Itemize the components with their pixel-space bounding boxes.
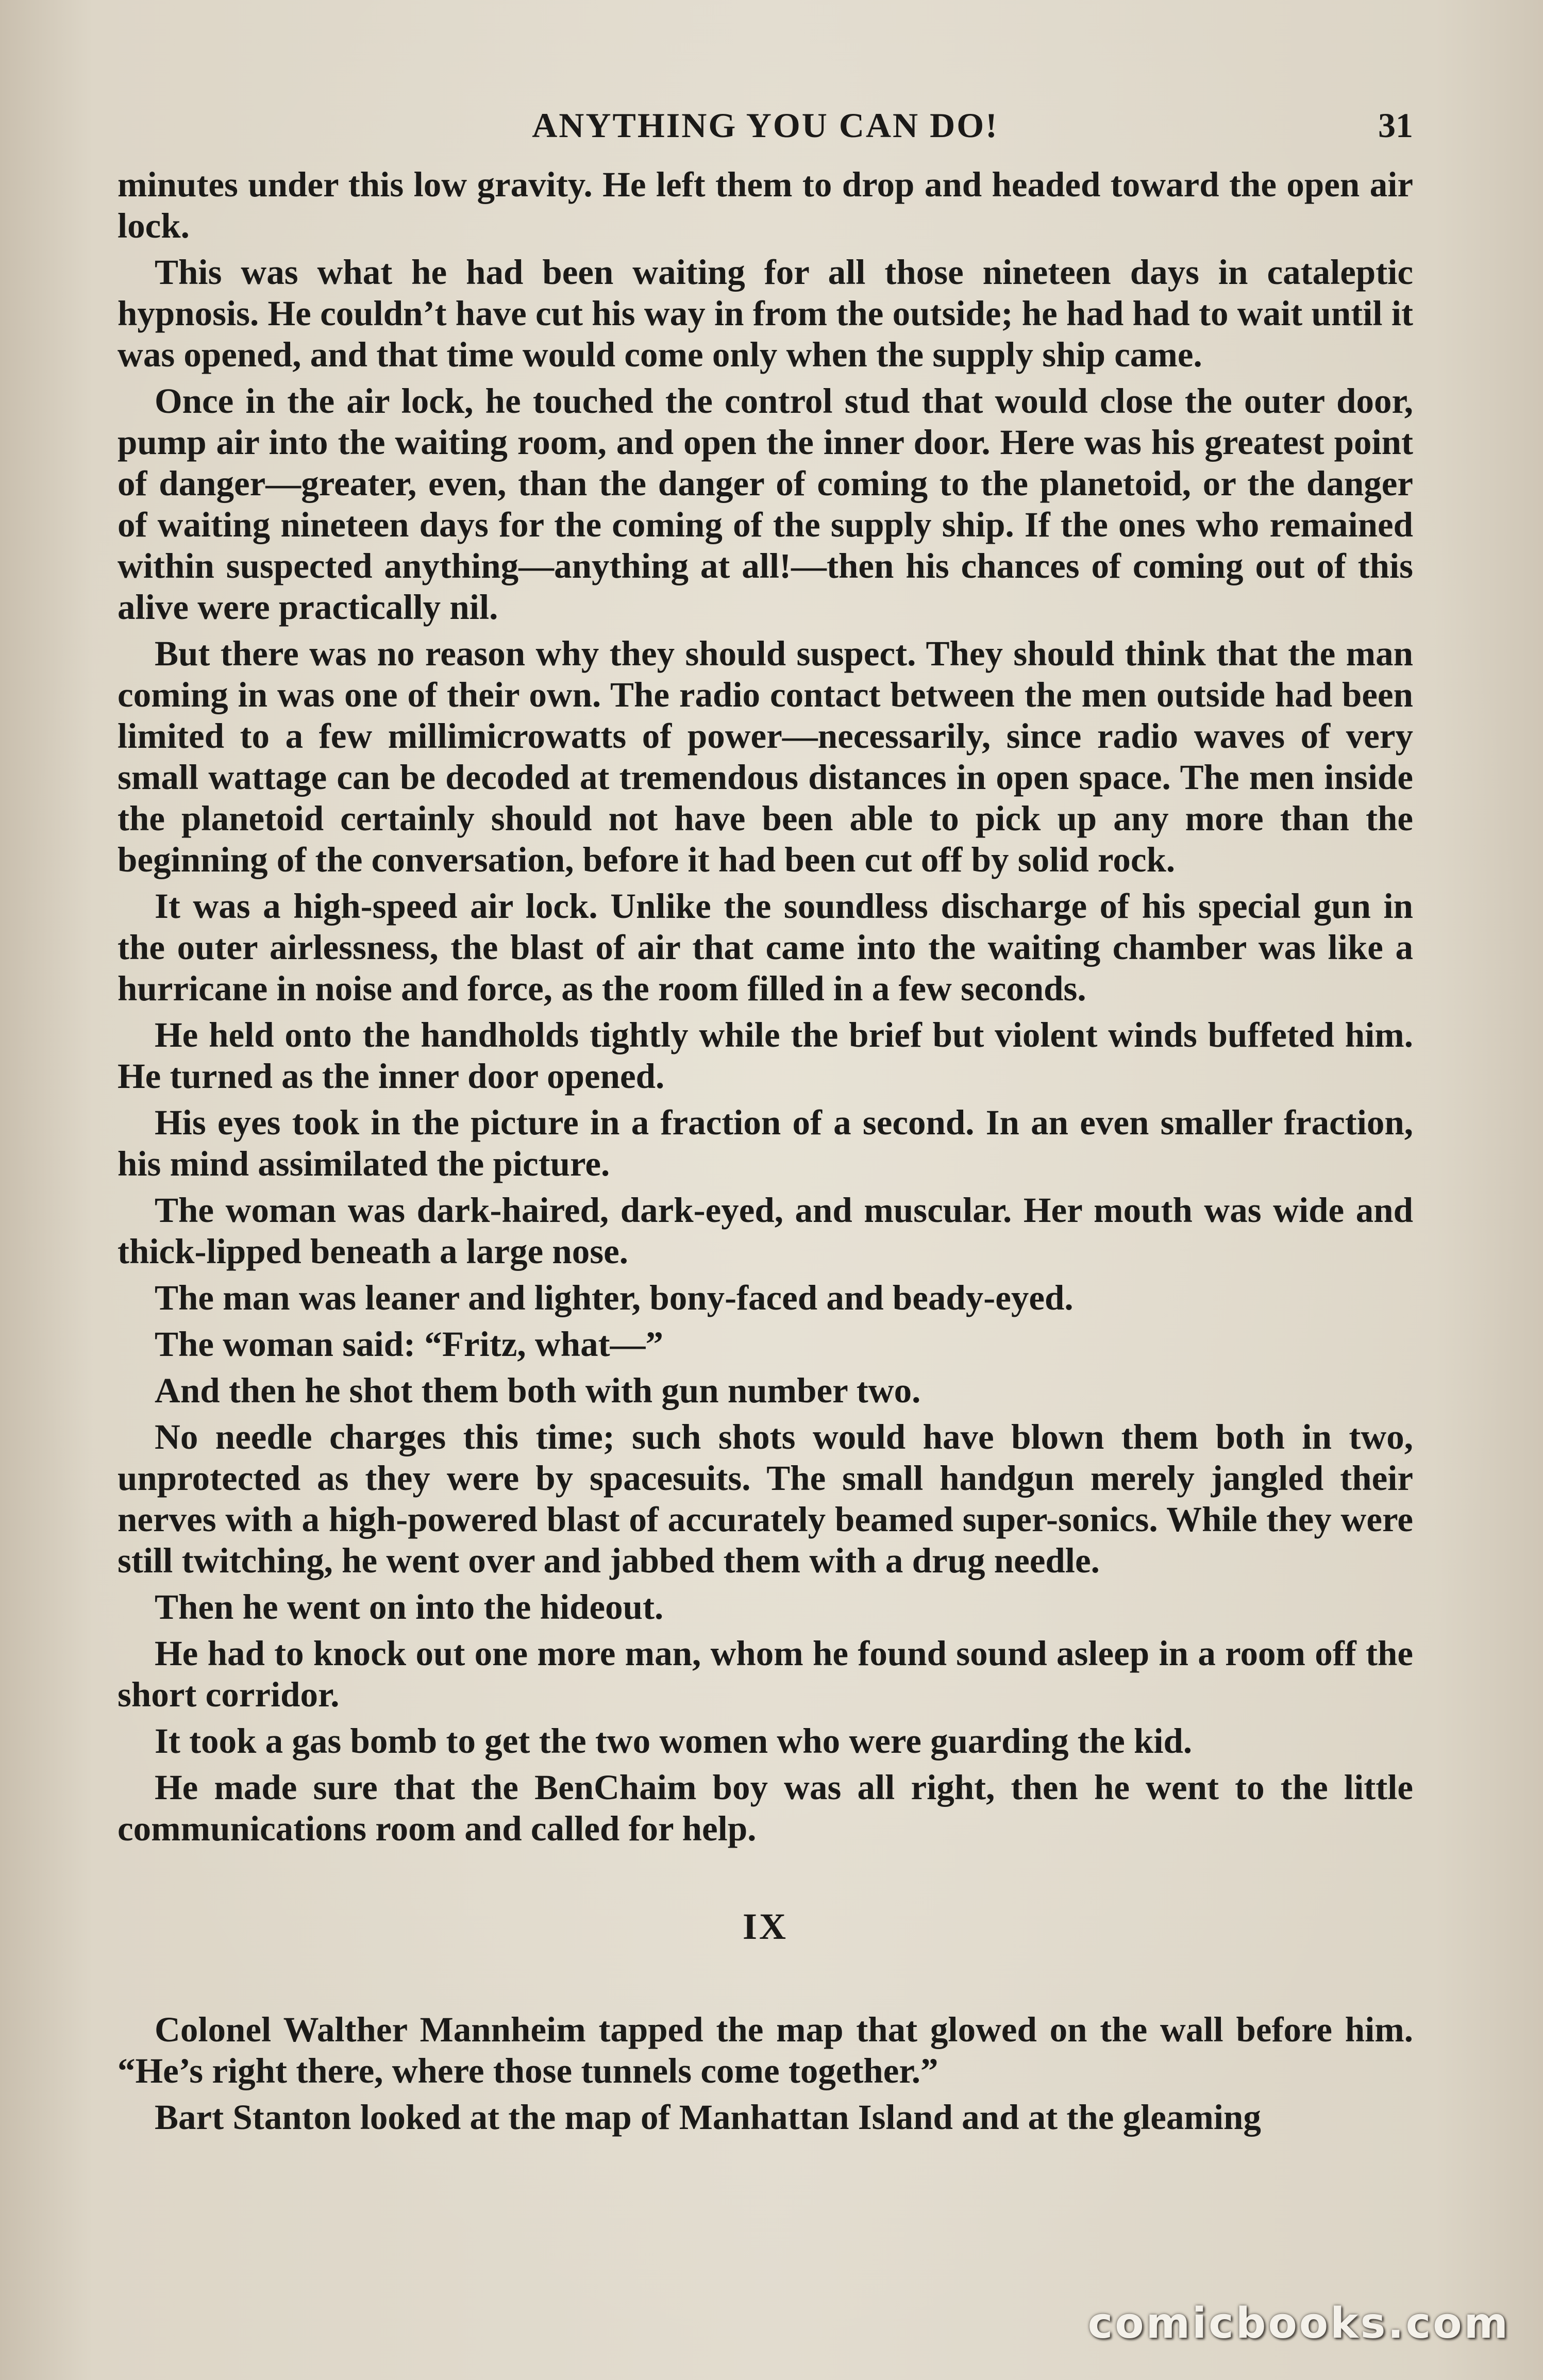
- paragraph: This was what he had been waiting for all those nineteen days in cataleptic hypnosis. He couldn’t have cut his way in from the outside; he had had to wait until it was opened, and that time would come only when the supply ship came.: [118, 253, 1413, 374]
- paragraph: The woman was dark-haired, dark-eyed, and muscular. Her mouth was wide and thick-lipped beneath a large nose.: [118, 1191, 1413, 1271]
- paragraph: He held onto the handholds tightly while the brief but violent winds buffeted him. He turned as the inner door opened.: [118, 1015, 1413, 1096]
- paragraph: It took a gas bomb to get the two women who were guarding the kid.: [155, 1721, 1193, 1761]
- running-title: ANYTHING YOU CAN DO!: [532, 106, 999, 145]
- paragraph: The man was leaner and lighter, bony-faced and beady-eyed.: [155, 1278, 1074, 1317]
- paragraph: No needle charges this time; such shots would have blown them both in two, unprotected as they were by spacesuits. The small handgun merely jangled their nerves with a high-powered blast of accurately beamed super-sonics. While they were still twitching, he went over and jabbed them with a drug needle.: [118, 1417, 1413, 1580]
- paragraph: And then he shot them both with gun number two.: [155, 1371, 921, 1410]
- page-header: [118, 102, 1413, 148]
- paragraph: But there was no reason why they should suspect. They should think that the man coming in was one of their own. The radio contact between the men outside had been limited to a few millimicrowatts of power—necessarily, since radio waves of very small wattage can be decoded at tremendous distances in open space. The men inside the planetoid certainly should not have been able to pick up any more than the beginning of the conversation, before it had been cut off by solid rock.: [118, 634, 1413, 879]
- paragraph: minutes under this low gravity. He left them to drop and headed toward the open air lock.: [118, 165, 1413, 245]
- page-number: 31: [1378, 106, 1413, 145]
- paragraph: The woman said: “Fritz, what—”: [155, 1325, 664, 1364]
- paragraph: Bart Stanton looked at the map of Manhattan Island and at the gleaming: [155, 2098, 1261, 2137]
- paragraph: Once in the air lock, he touched the control stud that would close the outer door, pump air into the waiting room, and open the inner door. Here was his greatest point of danger—greater, even, than the danger of coming to the planetoid, or the danger of waiting nineteen days for the coming of the supply ship. If the ones who remained within suspected anything—anything at all!—then his chances of coming out of this alive were practically nil.: [118, 381, 1413, 627]
- paragraph: It was a high-speed air lock. Unlike the soundless discharge of his special gun in the outer airlessness, the blast of air that came into the waiting chamber was like a hurricane in noise and force, as the room filled in a few seconds.: [118, 886, 1413, 1008]
- body-text: [118, 164, 1413, 2143]
- paragraph: Then he went on into the hideout.: [155, 1587, 664, 1627]
- paragraph: His eyes took in the picture in a fraction of a second. In an even smaller fraction, his mind assimilated the picture.: [118, 1103, 1413, 1183]
- paragraph: He had to knock out one more man, whom he found sound asleep in a room off the short corridor.: [118, 1634, 1413, 1714]
- paragraph: Colonel Walther Mannheim tapped the map that glowed on the wall before him. “He’s right there, where those tunnels come together.”: [118, 2010, 1413, 2090]
- site-watermark: comicbooks.com: [1087, 2299, 1510, 2348]
- paragraph: He made sure that the BenChaim boy was all right, then he went to the little communications room and called for help.: [118, 1768, 1413, 1848]
- chapter-heading: IX: [742, 1906, 788, 1947]
